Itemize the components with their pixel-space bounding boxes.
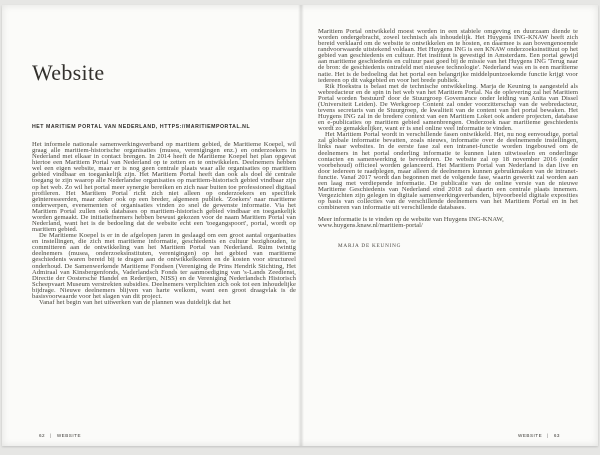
- page-footer-left: [39, 433, 81, 438]
- page-number: 63: [553, 433, 560, 438]
- page-footer-right: [518, 433, 560, 438]
- paragraph: De Maritieme Koepel is er in de afgelopen jaren in geslaagd om een groot aantal organisaties en instellingen, die zich met maritieme informatie, geschiedenis en cultuur bezighouden, te committeren aan de ontwikkeling van het Maritiem Portal van Nederland. Ruim twintig deelnemers (musea, onderzoeksinstituten, verenigingen) op het gebied van maritieme geschiedenis waren bereid bij te dragen aan de ontwikkelkosten en de kosten voor structureel onderhoud. De Samenwerkende Maritieme Fondsen (Vereniging de Prins Hendrik Stichting, Het Admiraal van Kinsbergenfonds, Vaderlandsch Fonds ter aanmoediging van 's-Lands Zeedienst, Directie der Oostersche Handel en Rederijen, NISS) en de Vereniging Nederlandsch Historisch Scheepvaart Museum verstrekten subsidies. Deelnemers verplichten zich ook tot een inhoudelijke bijdrage. Nieuwe deelnemers blijven van harte welkom, want een groot draagvlak is de basisvoorwaarde voor het slagen van dit project.: [32, 232, 296, 300]
- footer-separator: |: [50, 433, 52, 438]
- left-text-column: [32, 142, 296, 306]
- book-spread: [2, 5, 598, 446]
- page-title: Website: [32, 60, 105, 85]
- page-number: 62: [39, 433, 46, 438]
- book-spine: [298, 5, 304, 446]
- paragraph: Rik Hoekstra is belast met de technische ontwikkeling. Marja de Keuning is aangesteld als webredacteur en de spin in het web van het Maritiem Portal. Na de oplevering zal het Maritiem Portal worden 'bestuurd' door de Stuurgroep Governance onder leiding van Anita van Dissel (Universiteit Leiden). De Werkgroep Content zal onder voorzitterschap van de webredacteur, tevens secretaris van de Stuurgroep, de kwaliteit van de content van het portal bewaken. Het Huygens ING zal in de bredere context van een Maritiem Loket ook andere projecten, database en e-publicaties op maritiem gebied samenbrengen. Onderzoek naar maritieme geschiedenis wordt zo gemakkelijker, want er is snel online veel informatie te vinden.: [318, 82, 578, 133]
- running-header: WEBSITE: [56, 433, 82, 438]
- running-header: WEBSITE: [517, 433, 543, 438]
- author-byline: MARJA DE KEUNING: [338, 242, 402, 249]
- paragraph: Maritiem Portal ontwikkeld moest worden in een stabiele omgeving en duurzaam diende te worden ondergebracht, zowel technisch als inhoudelijk. Het Huygens ING-KNAW heeft zich bereid verklaard om de website te ontwikkelen en te hosten, en daarmee is aan bovengenoemde randvoorwaarde uitstekend voldaan. Het Huygens ING is een KNAW onderzoeksinstituut op het gebied van geschiedenis en cultuur. Het instituut is gevestigd in Amsterdam. Een portal gewijd aan maritieme geschiedenis en cultuur past goed bij de missie van het Huygens ING 'Terug naar de bron: de geschiedenis ontrafeld met nieuwe technologie'. Nederland was en is een maritieme natie. Het is de bedoeling dat het portal een belangrijke middelpuntzoekende functie krijgt voor iedereen op dit vakgebied en voor het brede publiek.: [318, 28, 578, 84]
- section-heading: HET MARITIEM PORTAL VAN NEDERLAND, HTTPS://MARITIEMPORTAL.NL: [32, 124, 251, 130]
- more-info-note: Meer informatie is te vinden op de website van Huygens ING-KNAW, www.huygens.knaw.nl/maritiem-portal/: [318, 216, 504, 230]
- paragraph: Het Maritiem Portal wordt in verschillende fasen ontwikkeld. Het, nu nog eenvoudige, portal zal globale informatie bevatten, zoals nieuws, informatie over de deelnemende instellingen, links naar websites. In de eerste fase zal een intranet-functie worden ingebouwd om de deelnemers in het portal onderling informatie te kunnen laten uitwisselen en onderlinge contacten en samenwerking te bevorderen. De website zal op 18 november 2016 (onder voorbehoud) officieel worden gelanceerd. Het Maritiem Portal van Nederland is dan live en door iedereen te raadplegen, maar alleen de deelnemers kunnen gebruikmaken van de intranet-functie. Vanaf 2017 wordt dan begonnen met de volgende fase, waarin gewerkt zal worden aan een laag met verdiepende informatie. De publicatie van de online versie van de nieuwe Maritieme Geschiedenis van Nederland eind 2018 zal daarin een centrale plaats innemen. Vergezichten zijn gelegen in digitale samenwerkingsverbanden, bijvoorbeeld digitale exposities op basis van collecties van de verschillende deelnemers van het Maritiem Portal en in het combineren van informatie uit verschillende databases.: [318, 131, 578, 212]
- footer-separator: |: [547, 433, 549, 438]
- paragraph: Vanaf het begin van het uitwerken van de plannen was duidelijk dat het: [39, 299, 231, 307]
- paragraph: Het informele nationale samenwerkingsverband op maritiem gebied, de Maritieme Koepel, wil graag alle maritiem-historische organisaties (musea, verenigingen enz.) en onderzoekers in Nederland met elkaar in contact brengen. In 2014 heeft de Maritieme Koepel het plan opgevat hiertoe een Maritiem Portal van Nederland op te zetten en te ontwikkelen. Deelnemers hebben wel een eigen website, maar er is nog geen centrale plaats waar alle organisaties op maritiem gebied vindbaar en toegankelijk zijn. Het Maritiem Portal heeft dan ook als doel dé centrale toegang te zijn waarop alle Nederlandse organisaties op maritiem-historisch gebied vindbaar zijn op het web. Zo wil het portal meer synergie bereiken en zich naar buiten toe professioneel digitaal profileren. Het Maritiem Portal richt zich niet alleen op onderzoekers en specifiek geïnteresseerden, maar zeker ook op een breder, algemeen publiek. 'Zoekers' naar maritieme onderwerpen, evenementen of organisaties vinden zo snel de gewenste informatie. Via het Maritiem Portal zullen ook databases op maritiem-historisch gebied vindbaar en toegankelijk worden gemaakt. De initiatiefnemers hebben bewust gekozen voor de naam Maritiem Portal van Nederland, want het is de bedoeling dat de website echt een 'toegangspoort', portal, wordt op maritiem gebied.: [32, 141, 296, 234]
- right-text-column: [318, 29, 578, 249]
